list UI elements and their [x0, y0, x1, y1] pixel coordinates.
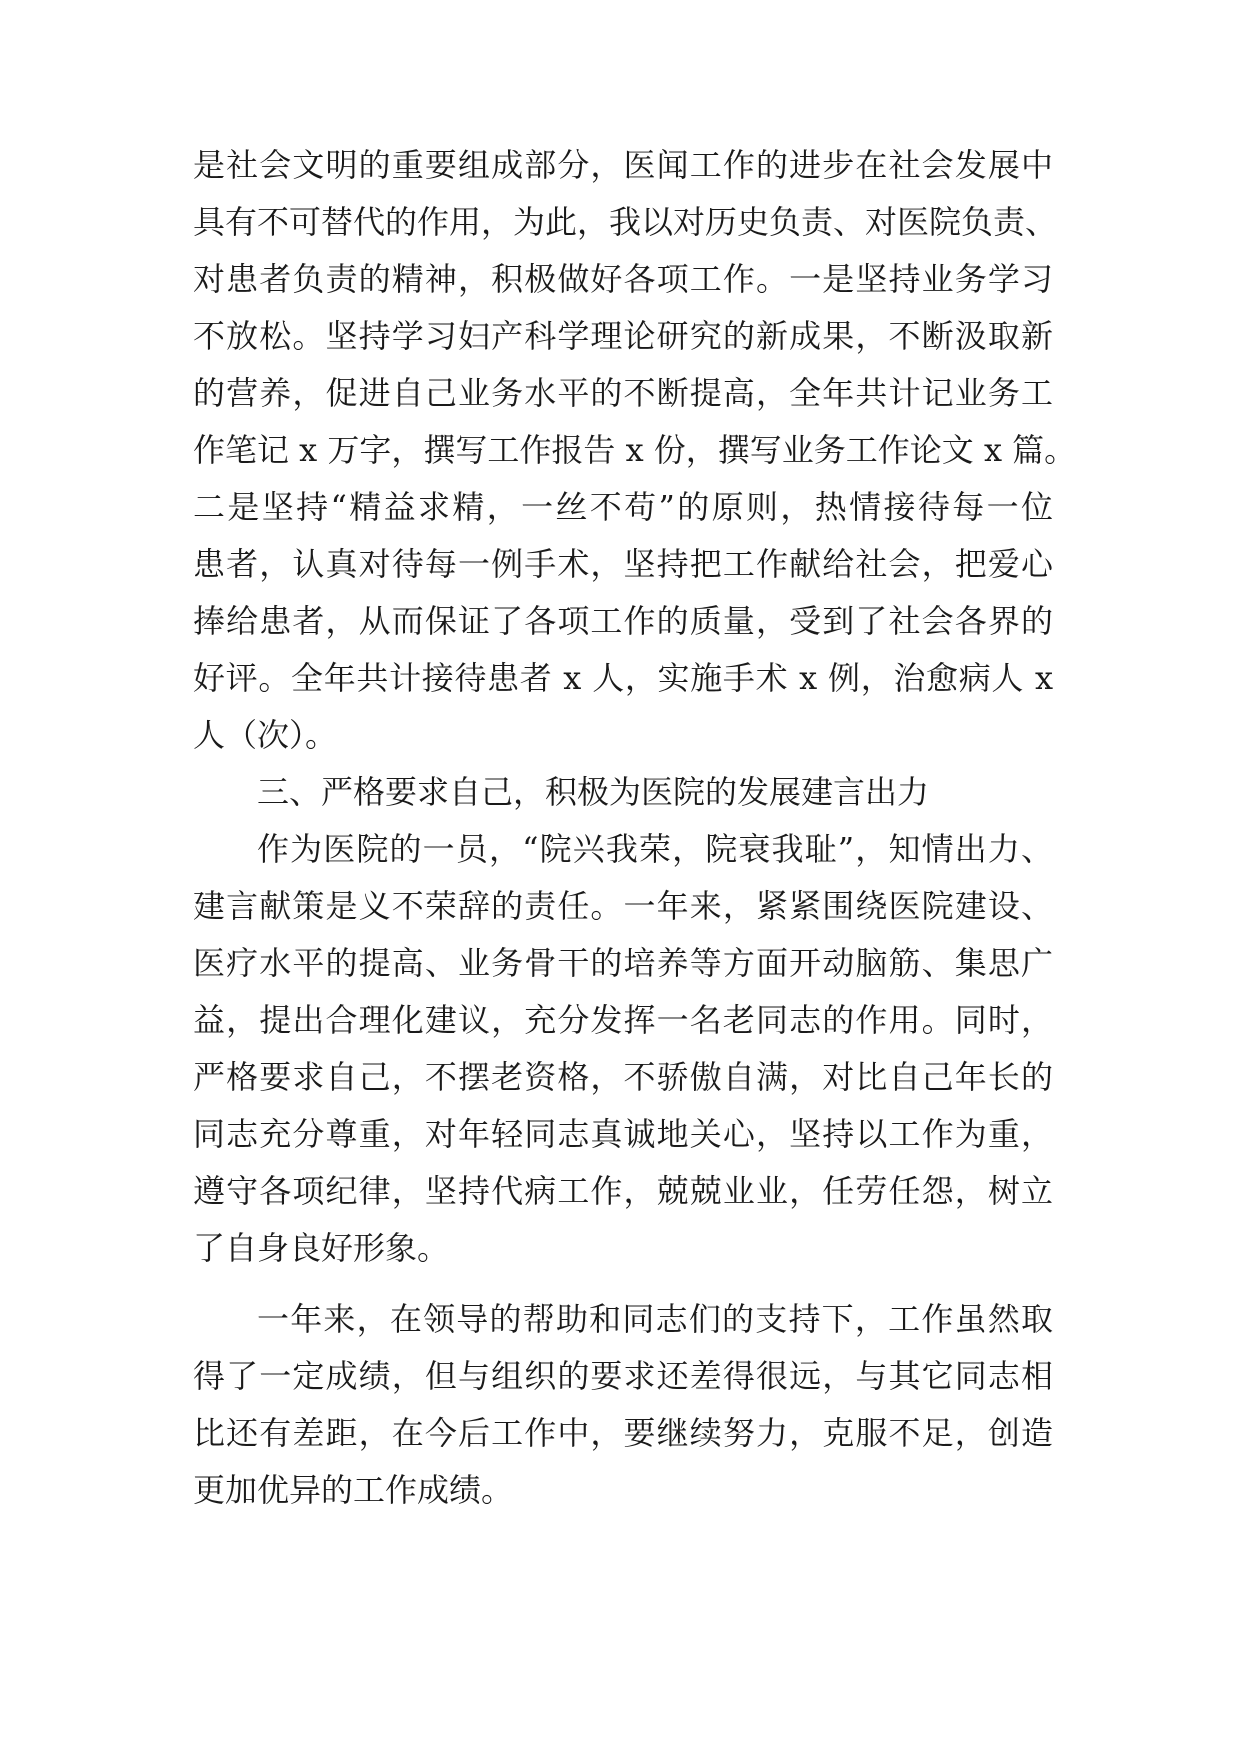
- section-heading: 三、严格要求自己，积极为医院的发展建言出力: [257, 773, 930, 811]
- paragraph-first-line: 作为医院的一员，“院兴我荣，院衰我耻”，知情出力、: [257, 830, 1053, 868]
- body-text-line: 医疗水平的提高、业务骨干的培养等方面开动脑筋、集思广: [193, 944, 1053, 982]
- body-text-line: 是社会文明的重要组成部分，医闻工作的进步在社会发展中: [193, 146, 1053, 184]
- body-text-line: 更加优异的工作成绩。: [193, 1471, 514, 1509]
- body-text-line: 遵守各项纪律，坚持代病工作，兢兢业业，任劳任怨，树立: [193, 1172, 1053, 1210]
- body-text-line: 不放松。坚持学习妇产科学理论研究的新成果，不断汲取新: [193, 317, 1053, 355]
- body-text-line: 比还有差距，在今后工作中，要继续努力，克服不足，创造: [193, 1414, 1053, 1452]
- body-text-line: 对患者负责的精神，积极做好各项工作。一是坚持业务学习: [193, 260, 1053, 298]
- body-text-line: 患者，认真对待每一例手术，坚持把工作献给社会，把爱心: [193, 545, 1053, 583]
- body-text-line: 捧给患者，从而保证了各项工作的质量，受到了社会各界的: [193, 602, 1053, 640]
- body-text-line: 人（次）。: [193, 716, 338, 754]
- body-text-line: 具有不可替代的作用，为此，我以对历史负责、对医院负责、: [193, 203, 1058, 241]
- body-text-line: 益，提出合理化建议，充分发挥一名老同志的作用。同时，: [193, 1001, 1053, 1039]
- body-text-line: 得了一定成绩，但与组织的要求还差得很远，与其它同志相: [193, 1357, 1053, 1395]
- body-text-line: 二是坚持“精益求精，一丝不苟”的原则，热情接待每一位: [193, 488, 1053, 526]
- body-text-line: 好评。全年共计接待患者 x 人，实施手术 x 例，治愈病人 x: [193, 659, 1053, 697]
- body-text-line: 了自身良好形象。: [193, 1229, 450, 1267]
- paragraph-first-line: 一年来，在领导的帮助和同志们的支持下，工作虽然取: [257, 1300, 1053, 1338]
- body-text-line: 严格要求自己，不摆老资格，不骄傲自满，对比自己年长的: [193, 1058, 1053, 1096]
- body-text-line: 作笔记 x 万字，撰写工作报告 x 份，撰写业务工作论文 x 篇。: [193, 431, 1077, 469]
- body-text-line: 建言献策是义不荣辞的责任。一年来，紧紧围绕医院建设、: [193, 887, 1053, 925]
- body-text-line: 同志充分尊重，对年轻同志真诚地关心，坚持以工作为重，: [193, 1115, 1053, 1153]
- body-text-line: 的营养，促进自己业务水平的不断提高，全年共计记业务工: [193, 374, 1053, 412]
